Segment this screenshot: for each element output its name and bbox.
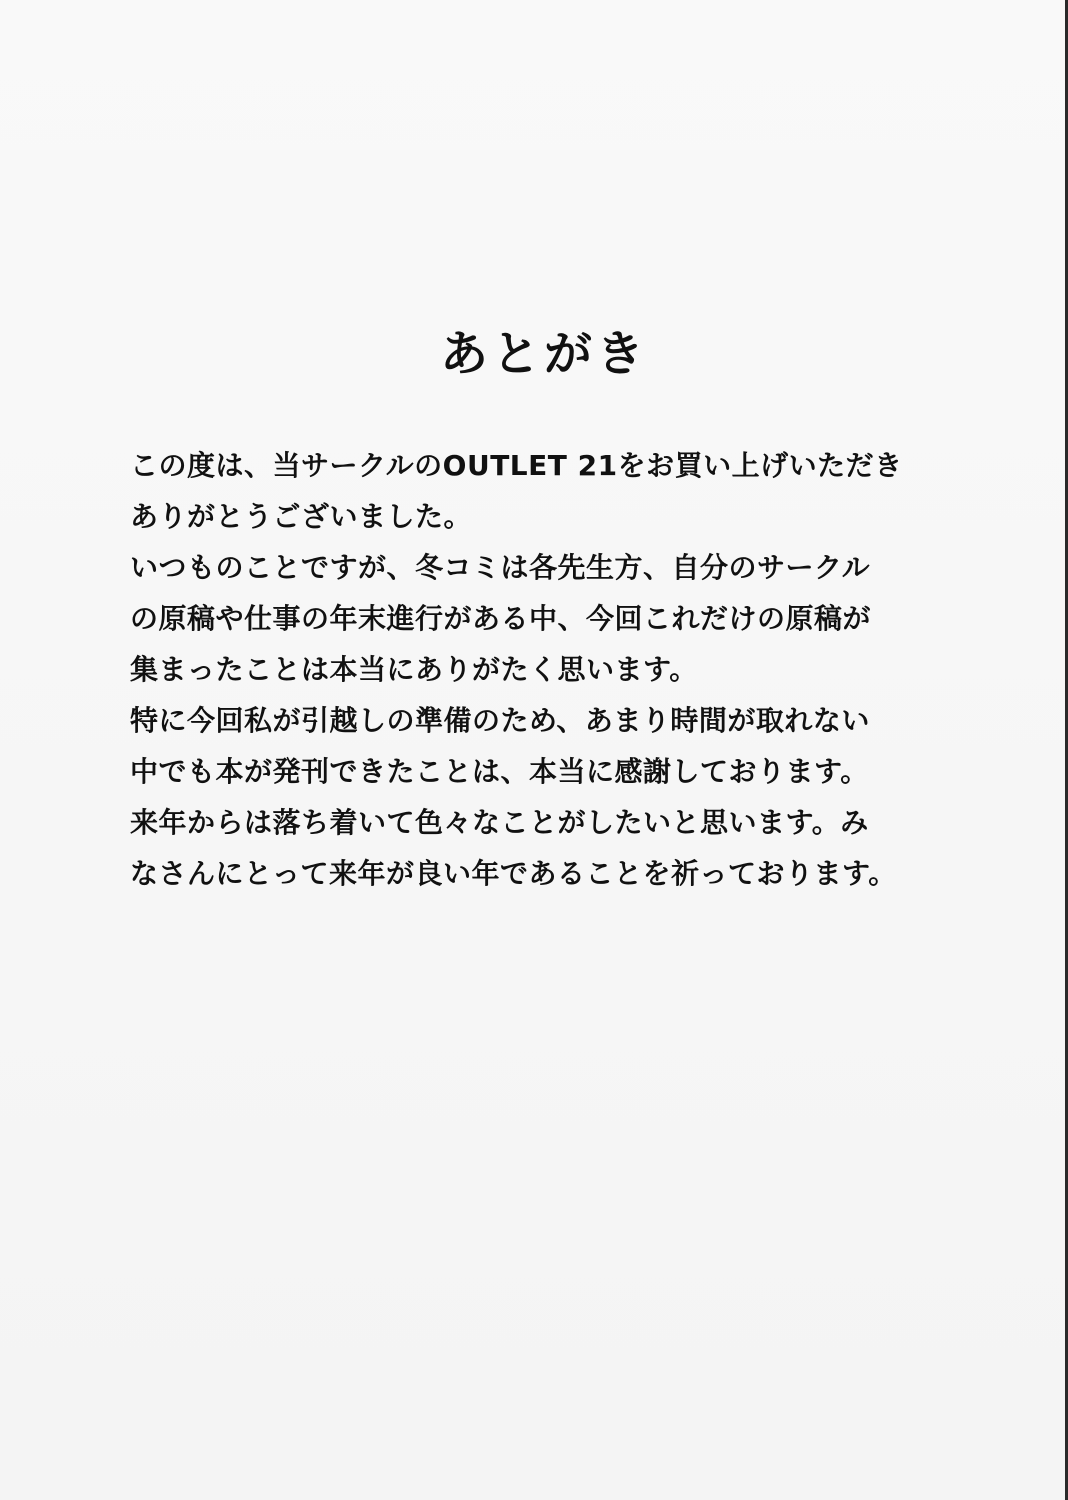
page-title: あとがき — [439, 326, 648, 382]
text-line: なさんにとって来年が良い年であることを祈っております。 — [130, 857, 897, 890]
text-line: いつものことですが、冬コミは各先生方、自分のサークル — [130, 551, 871, 584]
text-line: この度は、当サークルのOUTLET 21をお買い上げいただき — [130, 449, 903, 482]
text-line: 中でも本が発刊できたことは、本当に感謝しております。 — [130, 755, 869, 788]
text-line: 来年からは落ち着いて色々なことがしたいと思います。み — [130, 806, 869, 839]
text-line: の原稿や仕事の年末進行がある中、今回これだけの原稿が — [130, 602, 872, 635]
afterword-body — [130, 440, 960, 899]
text-line: 集まったことは本当にありがたく思います。 — [130, 653, 698, 686]
text-line: ありがとうございました。 — [130, 500, 473, 533]
text-line: 特に今回私が引越しの準備のため、あまり時間が取れない — [130, 704, 870, 737]
